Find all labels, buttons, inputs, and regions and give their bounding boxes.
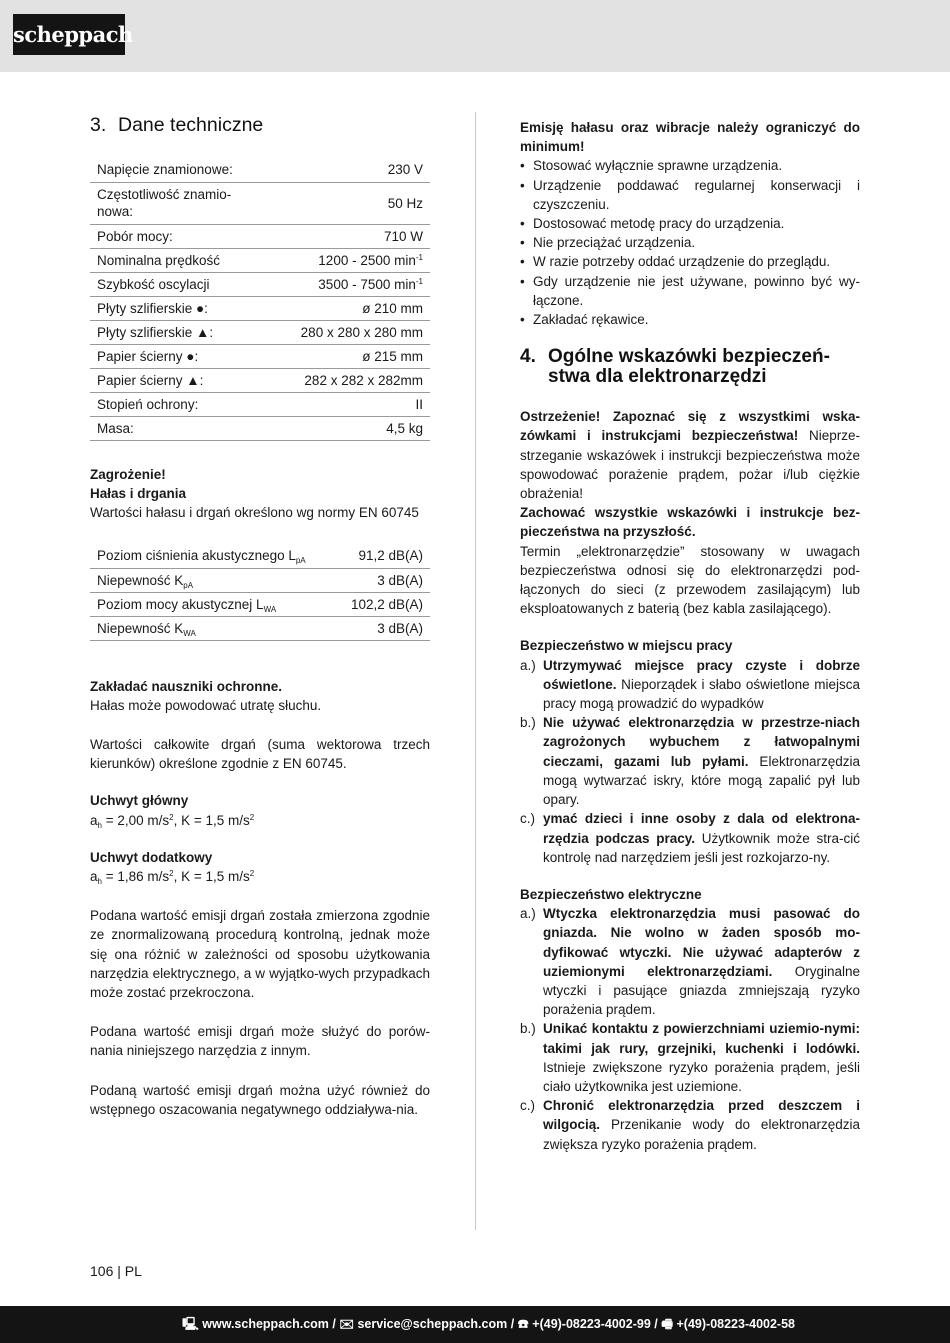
noise-value: 3 dB(A) [335,616,430,640]
header-band [0,0,950,72]
noise-value: 3 dB(A) [335,568,430,592]
spec-label: Papier ścierny ●: [90,344,268,368]
item-marker: c.) [520,1098,535,1114]
column-divider [475,112,476,1230]
noise-row [90,616,430,640]
section-number: 3. [90,114,107,136]
safety-item: c.) ymać dzieci i inne osoby z dala od elektrona-rzędzia podczas pracy. Użytkownik może stra-cić kontrolę nad narzędziem jeśli jest rozkojarzo-ny. [520,811,861,865]
spec-row [90,248,430,272]
spec-row [90,272,430,296]
section-3-heading [90,114,430,136]
spec-label: Papier ścierny ▲: [90,368,268,392]
spec-label: Stopień ochrony: [90,392,268,416]
item-marker: b.) [520,1021,536,1037]
emission-bullet-list [520,156,860,329]
section-title: Dane techniczne [118,114,264,136]
spec-value: 282 x 282 x 282mm [268,368,430,392]
spec-value: 3500 - 7500 $\min^{-1}$ [268,272,430,296]
spec-value: 1200 - 2500 $\min^{-1}$ [268,248,430,272]
main-handle-values: $a_h = 2,00$ $m/s^2$, K = 1,5 $m/s^2$ [90,812,255,830]
hazard-title: Zagrożenie! [90,466,166,482]
spec-row [90,224,430,248]
work-safety-title: Bezpieczeństwo w miejscu pracy [520,638,733,654]
bullet-item: • Zakładać rękawice. [520,310,860,329]
spec-value: 280 x 280 x 280 mm [268,320,430,344]
safety-item: a.) Utrzymywać miejsce pracy czyste i dobrze oświetlone. Nieporządek i słabo oświetlone miejsca pracy mogą prowadzić do wypadków [520,657,860,712]
noise-value: 91,2 dB(A) [335,544,430,568]
spec-value: ø 210 mm [268,296,430,320]
safety-item: c.) Chronić elektronarzędzia przed deszczem i wilgocią. Przenikanie wody do elektronarzędzia zwiększa ryzyko porażenia prądem. [520,1098,860,1152]
item-marker: a.) [520,657,536,673]
noise-row [90,544,430,568]
footer-phone: +(49)-08223-4002-99 [532,1317,651,1331]
bullet-item: • Gdy urządzenie nie jest używane, powinno być wy-łączone. [520,272,860,310]
spec-label: Nominalna prędkość [90,248,268,272]
fax-icon: 🖷 [661,1317,674,1331]
spec-row [90,182,430,224]
noise-label: Niepewność $K_{WA}$ [90,616,335,640]
item-marker: c.) [520,811,535,827]
main-handle-title: Uchwyt główny [90,793,189,809]
section-4-heading [520,347,860,387]
noise-title: Hałas i drgania [90,485,187,501]
vibration-para-2: Podana wartość emisji drgań może służyć do porów-nania niniejszego narzędzia z innym. [90,1024,430,1059]
electrical-safety-list [520,904,860,1154]
left-column [90,112,430,1119]
aux-handle-values: $a_h = 1,86$ $m/s^2$, K = 1,5 $m/s^2$ [90,869,255,887]
computer-icon: 🖳 [182,1317,199,1331]
noise-row [90,592,430,616]
spec-row [90,158,430,182]
spec-label: Płyty szlifierskie ▲: [90,320,268,344]
right-column [520,118,860,1154]
noise-value: 102,2 dB(A) [335,592,430,616]
footer-email-link[interactable]: service@scheppach.com [357,1317,508,1331]
item-marker: a.) [520,906,536,922]
spec-label: Częstotliwość znamio- nowa: [90,182,268,224]
noise-label: Poziom mocy akustycznej $L_{WA}$ [90,592,335,616]
spec-value: 710 W [268,224,430,248]
warning-paragraph: Ostrzeżenie! Zapoznać się z wszystkimi wska-zówkami i instrukcjami bezpieczeństwa! Nieprze-strzeganie wskazówek i instrukcji bezpieczeństwa może spowodować porażenie prądem, pożar i/lub ciężkie obrażenia! [520,409,860,502]
noise-text: Wartości hałasu i drgań określono wg normy EN 60745 [90,504,419,520]
spec-value: 230 V [268,158,430,182]
email-icon: ✉ [339,1317,354,1331]
keep-instructions: Zachować wszystkie wskazówki i instrukcje bez-pieczeństwa na przyszłość. [520,505,860,540]
footer-bar: 🖳 www.scheppach.com / ✉ service@scheppach.com / ☎ +(49)-08223-4002-99 / 🖷 +(49)-08223-4002-58 [0,1306,950,1343]
aux-handle-title: Uchwyt dodatkowy [90,849,213,865]
vibration-para-1: Podana wartość emisji drgań została zmierzona zgodnie ze znormalizowaną procedurą kontrolną, jednak może się ona różnić w zależności od sposobu użytkowania narzędzia elektrycznego, a w wyjątko-wych przypadkach może zostać przekroczona. [90,908,430,1001]
vibration-total-text: Wartości całkowite drgań (suma wektorowa trzech kierunków) określone zgodnie z EN 60745. [90,737,430,772]
ear-protection-title: Zakładać nauszniki ochronne. [90,678,283,694]
electrical-safety-title: Bezpieczeństwo elektryczne [520,886,702,902]
spec-row [90,320,430,344]
noise-label: Niepewność $K_{pA}$ [90,568,335,592]
bullet-item: • Urządzenie poddawać regularnej konserwacji i czyszczeniu. [520,176,860,214]
bullet-item: • Nie przeciążać urządzenia. [520,233,860,252]
spec-row [90,296,430,320]
noise-row [90,568,430,592]
spec-row [90,392,430,416]
section-number: 4. [520,346,536,368]
footer-fax: +(49)-08223-4002-58 [676,1317,795,1331]
work-safety-list [520,656,860,867]
noise-label: Poziom ciśnienia akustycznego $L_{pA}$ [90,544,335,568]
spec-row [90,368,430,392]
emission-title: Emisję hałasu oraz wibracje należy ograniczyć do minimum! [520,120,860,155]
spec-value: ø 215 mm [268,344,430,368]
safety-item: b.) Unikać kontaktu z powierzchniami uziemio-nymi: takimi jak rury, grzejniki, kuchenki i lodówki. Istnieje zwiększone ryzyko porażenia prądem, jeśli ciało użytkownika jest uziemione. [520,1021,860,1094]
footer-website-link[interactable]: www.scheppach.com [202,1317,329,1331]
ear-protection-text: Hałas może powodować utratę słuchu. [90,697,322,713]
spec-label: Napięcie znamionowe: [90,158,268,182]
spec-label: Masa: [90,416,268,440]
bullet-item: • Dostosować metodę pracy do urządzenia. [520,214,860,233]
brand-logo: scheppach [13,14,125,55]
spec-label: Płyty szlifierskie ●: [90,296,268,320]
item-marker: b.) [520,715,536,731]
spec-value: 4,5 kg [268,416,430,440]
spec-label: Pobór mocy: [90,224,268,248]
bullet-item: • W razie potrzeby oddać urządzenie do przeglądu. [520,252,860,271]
safety-item: a.) Wtyczka elektronarzędzia musi pasować do gniazda. Nie wolno w żaden sposób mo-dyfikować wtyczki. Nie używać adapterów z uziemionymi elektronarzędziami. Oryginalne wtyczki i pasujące gniazda zmniejszają ryzyko porażenia prądem. [520,906,860,1018]
term-definition: Termin „elektronarzędzie” stosowany w uwagach bezpieczeństwa odnosi się do elektronarzędzi pod-łączonych do sieci (z przewodem zasilającym) lub eksploatowanych z baterią (bez kabla zasilającego). [520,543,860,617]
noise-table [90,544,430,641]
phone-icon: ☎ [517,1317,529,1331]
safety-item: b.) Nie używać elektronarzędzia w przestrze-niach zagrożonych wybuchem z łatwopalnymi cieczami, gazami lub pyłami. Elektronarzędzia mogą wytwarzać iskry, które mogą zapalić pył lub opary. [520,715,860,808]
spec-label: Szybkość oscylacji [90,272,268,296]
spec-value: 50 Hz [268,182,430,224]
vibration-para-3: Podaną wartość emisji drgań można użyć również do wstępnego oszacowania negatywnego oddziaływa-nia. [90,1082,430,1117]
bullet-item: • Stosować wyłącznie sprawne urządzenia. [520,156,860,175]
spec-row [90,344,430,368]
tech-spec-table [90,158,430,441]
spec-row [90,416,430,440]
section-title: Ogólne wskazówki bezpieczeń- stwa dla elektronarzędzi [548,346,830,388]
spec-value: II [268,392,430,416]
page-number: 106 | PL [90,1263,142,1279]
